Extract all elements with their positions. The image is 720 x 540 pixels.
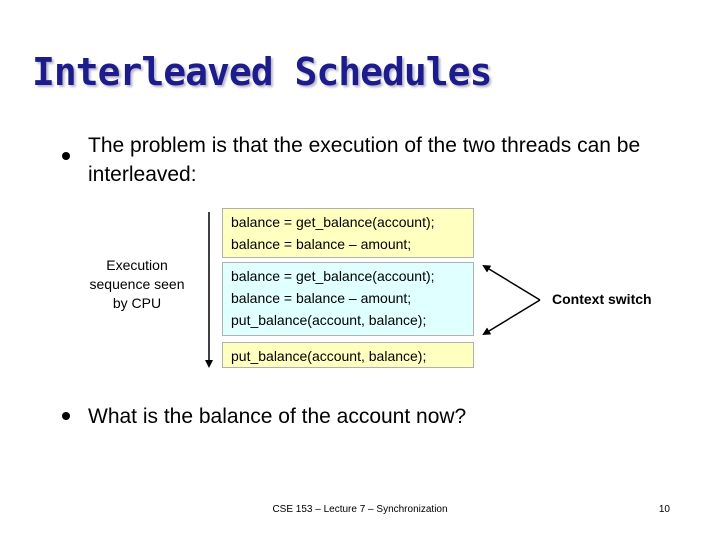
bullet-text: What is the balance of the account now? (88, 405, 467, 428)
footer-page-number: 10 (658, 504, 670, 515)
slide-title: Interleaved Schedules (32, 50, 492, 94)
footer-course: CSE 153 – Lecture 7 – Synchronization (272, 504, 448, 515)
code-line: balance = get_balance(account); (231, 214, 435, 230)
execution-sequence-label: Execution sequence seen by CPU (89, 257, 185, 311)
context-switch-arrow-bottom (484, 300, 540, 334)
context-switch-arrow-top (484, 266, 540, 300)
code-line: put_balance(account, balance); (231, 348, 427, 364)
code-line: balance = balance – amount; (231, 236, 412, 252)
code-line: put_balance(account, balance); (231, 312, 427, 328)
code-line: balance = get_balance(account); (231, 268, 435, 284)
bullet-text: The problem is that the execution of the two threads can be interleaved: (88, 134, 641, 186)
code-line: balance = balance – amount; (231, 290, 412, 306)
context-switch-label: Context switch (552, 291, 652, 307)
bullet-dot (62, 412, 70, 420)
